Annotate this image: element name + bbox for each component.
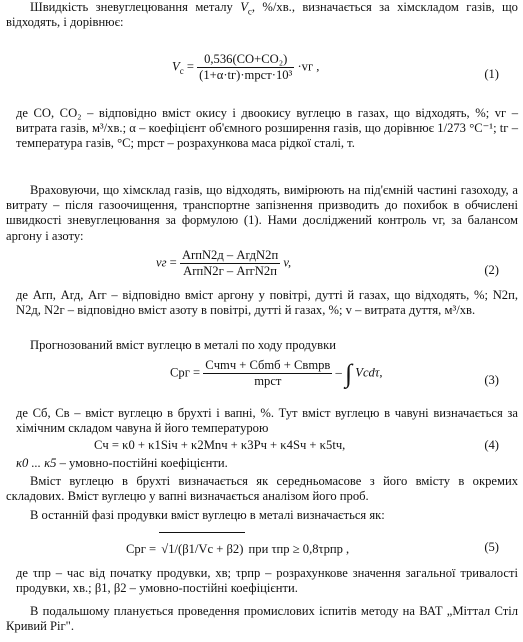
text: Враховуючи, що хімсклад газів, що відходять, вимірюють на під'ємній частині газоходу, а витрату – після газоочищення, транспортне запізнення призводить до похибок в обчислені швидкості зневуглецювання за формулою (1). Нами досліджений контроль vг, за балансом аргону і азоту: bbox=[6, 183, 518, 243]
equation-number: (5) bbox=[484, 540, 499, 554]
text: Cч = κ0 + κ1Siч + κ2Mnч + κ3Pч + κ4Sч + κ5tч, bbox=[94, 438, 346, 452]
text: = bbox=[193, 365, 201, 380]
text: Cрг bbox=[170, 365, 190, 380]
text: v, bbox=[283, 255, 292, 270]
text: де τпр – час від початку продувки, хв; τрпр – розрахункове значення загальної тривалості продувки, хв.; β1, β2 – умовно-постійні коефіцієнти. bbox=[16, 566, 518, 596]
fraction bbox=[180, 248, 280, 279]
coefficients-note bbox=[16, 456, 518, 471]
text: c bbox=[179, 66, 184, 77]
text: В останній фазі продувки вміст вуглецю в металі визначається як: bbox=[30, 508, 385, 522]
text: (1+α·tг)·mрст·10³ bbox=[199, 68, 293, 83]
equation-1 bbox=[0, 52, 523, 102]
definitions-paragraph-3 bbox=[16, 406, 518, 436]
text: Швидкість зневуглецювання металу bbox=[30, 0, 241, 14]
text: = bbox=[149, 542, 157, 556]
forecast-heading bbox=[6, 338, 518, 353]
text: де Arп, Arд, Arг – відповідно вміст аргону у повітрі, дутті й газах, що відходять, %; N2п, N2д, N2г – відповідно вміст азоту в повітрі, дутті й газах, %; v – витрата дуття, м³/хв. bbox=[16, 288, 518, 318]
equation-number: (4) bbox=[484, 438, 499, 452]
carbon-paragraph bbox=[6, 474, 518, 504]
closing-paragraph bbox=[6, 604, 518, 634]
square-root: √1/(β1/Vc + β2) bbox=[159, 532, 245, 565]
equation-3-body bbox=[170, 358, 383, 408]
text: де Cб, Cв – вміст вуглецю в брухті і вапні, %. Тут вміст вуглецю в чавуні визначається за хімічним складом чавуна й його температурою bbox=[16, 406, 518, 436]
text: Вміст вуглецю в брухті визначається як середньомасове з його вмісту в окремих складових. Вміст вуглецю у вапні визначається аналізом його проб. bbox=[6, 474, 518, 504]
text: де CO, CO₂ – відповідно вміст окису і двоокису вуглецю в газах, що відходять, %; vг – витрата газів, м³/хв.; α – коефіцієнт об'ємного розширення газів, що дорівнює 1/273 °C⁻¹; tг – температура газів, °C; mрст – розрахункова маса рідкої сталі, т. bbox=[16, 106, 518, 151]
integral-sign: ∫ bbox=[344, 359, 353, 389]
equation-5 bbox=[0, 532, 523, 564]
text: ArпN2г – ArгN2п bbox=[183, 264, 277, 279]
text: κ0 ... κ5 bbox=[16, 456, 57, 470]
text: Vcdτ, bbox=[355, 365, 383, 380]
text: V bbox=[172, 59, 180, 74]
equation-1-body bbox=[172, 52, 319, 102]
equation-number: (1) bbox=[484, 67, 499, 81]
equation-4 bbox=[0, 438, 523, 456]
text: mрст bbox=[254, 374, 282, 389]
equation-number: (3) bbox=[484, 373, 499, 387]
equation-5-body bbox=[126, 532, 349, 564]
text: Прогнозований вміст вуглецю в металі по ходу продувки bbox=[30, 338, 336, 352]
fraction bbox=[203, 358, 332, 389]
text: В подальшому планується проведення промислових іспитів методу на ВАТ „Міттал Стіл Кривий Ріг". bbox=[6, 604, 518, 634]
text: при τпр ≥ 0,8τрпр , bbox=[248, 542, 350, 556]
text: 0,536(CO+CO₂) bbox=[197, 52, 294, 68]
text: = bbox=[186, 59, 194, 74]
last-phase-heading bbox=[6, 508, 518, 523]
equation-3 bbox=[0, 358, 523, 408]
text: c bbox=[247, 6, 252, 17]
equation-4-body bbox=[94, 438, 345, 456]
definitions-paragraph-2 bbox=[16, 288, 518, 318]
text: Cрг bbox=[126, 542, 146, 556]
text: ·vг , bbox=[297, 59, 320, 74]
equation-number: (2) bbox=[484, 263, 499, 277]
text: Cчmч + Cбmб + Cвmрв bbox=[203, 358, 332, 374]
text: = bbox=[169, 255, 177, 270]
text: – bbox=[335, 365, 342, 380]
text: ArпN2д – ArдN2п bbox=[180, 248, 280, 264]
text: – умовно-постійні коефіцієнти. bbox=[56, 456, 228, 470]
text: V bbox=[240, 0, 248, 14]
text: , %/хв., визначається за хімскладом газів, що відходять, і дорівнює: bbox=[6, 0, 518, 30]
intro-paragraph bbox=[6, 0, 518, 30]
fraction bbox=[197, 52, 294, 83]
definitions-paragraph-1 bbox=[16, 106, 518, 152]
method-paragraph bbox=[6, 183, 518, 244]
text: vг bbox=[156, 255, 167, 270]
definitions-paragraph-4 bbox=[16, 566, 518, 596]
